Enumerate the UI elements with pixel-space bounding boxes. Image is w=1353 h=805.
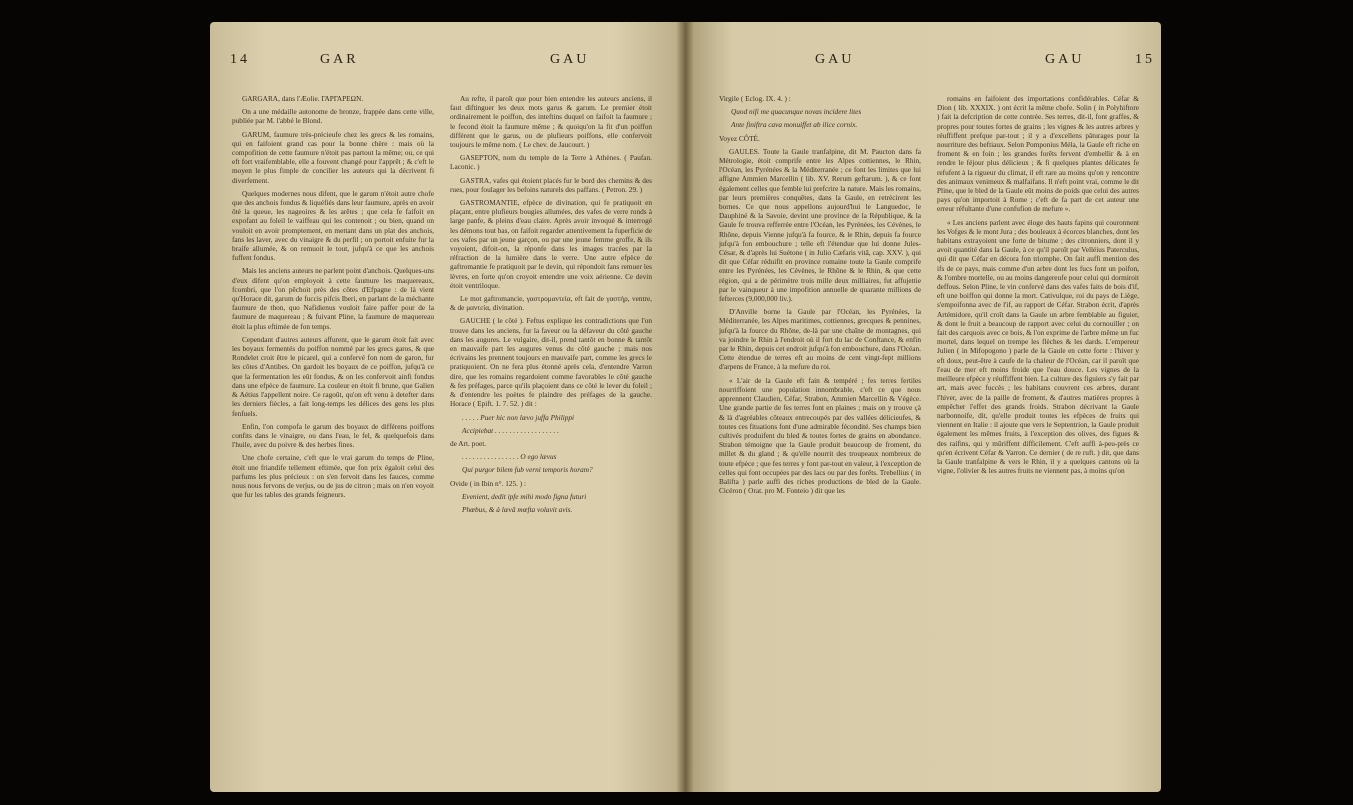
left-page-column-2 (450, 94, 652, 784)
paragraph: Quelques modernes nous difent, que le garum n'étoit autre chofe que des anchois fondus & liquéfiés dans leur faumure, après en avoir ôté la queue, les nageoires & les arêtes ; que cela fe faifoit en expofant au foleil le vaiffeau qui les contenoit ; ou bien, quand on vouloit en avoir promptement, en mettant dans un plat des anchois, fans les laver, avec du vinaigre & du perfil ; on portoit enfuite fur la braife allumée, & on remuoit le tout, jufqu'à ce que les anchois fuffent fondus. (232, 188, 434, 263)
paragraph: . . . . . Puer hic non lævo juffa Philippi (462, 412, 575, 422)
right-page (685, 22, 1161, 792)
paragraph: Le mot gaftromancie, γαστρομαντεία, eft fait de γαστήρ, ventre, & de μαντεία, divination. (450, 294, 652, 313)
right-header-right: GAU (1045, 52, 1085, 67)
book-gutter (676, 22, 694, 792)
paragraph: Accipiebat . . . . . . . . . . . . . . . . . . (462, 425, 559, 435)
paragraph: GASTRA, vafes qui étoient placés fur le bord des chemins & des rues, pour foulager les befoins naturels des paffans. ( Petron. 29. ) (450, 175, 652, 194)
paragraph: GAULES. Toute la Gaule tranfalpine, dit M. Paucton dans fa Métrologie, étoit comprife entre les Alpes cottiennes, le Rhin, l'Océan, les Pyrénées & la Méditerranée ; ce font les limites que lui affigne Ammien Marcellin ( lib. XV. Rerum geftarum. ), & ce font également celles que femble lui prefcrire la nature. Mais les romains, par leurs premières conquêtes, dans la Gaule, en retrécirent les bornes. Ce que nous appellons aujourd'hui le Languedoc, le Dauphiné & la Savoie, devint une province de la République, & la Gaule fe trouva refferrée entre l'Océan, les Pyrénées, les Cévènes, le Rhône, depuis Vienne jufqu'à fa fource, & le Rhin, depuis fa fource jufqu'à fon embouchure ; telle eft l'étendue que lui donne Jules-César, & d'après lui Suétone ( in Julio Cæfaris vitâ, cap. XXV. ), qui dit que Céfar réduifit en province romaine toute la Gaule comprife entre les Pyrénées, les Cévènes, le Rhône & le Rhin, & que cette région, qui a de périmètre trois mille deux milliaires, fut affujettie par le vainqueur à une impofition annuelle de quarante millions de fefterces (9,000,000 liv.). (719, 146, 921, 304)
paragraph: On a une médaille autonome de bronze, frappée dans cette ville, publiée par M. l'abbé le Blond. (232, 107, 434, 126)
paragraph: Une chofe certaine, c'eft que le vrai garum du temps de Pline, étoit une friandife tellement eftimée, que fon prix égaloit celui des parfums les plus précieux : on s'en fervoit dans les fauces, comme nous nous fervons de verjus, ou de jus de citron ; mais on n'en voyoit que fur les tables des grands feigneurs. (232, 453, 434, 500)
right-header-left: GAU (815, 52, 855, 67)
paragraph: Phœbus, & à lævâ mœfta volavit avis. (462, 504, 573, 514)
left-page (210, 22, 685, 792)
paragraph: GARGARA, dans l'Æolie. ΓΑΡΓΑΡΕΩΝ. (242, 94, 364, 103)
paragraph: romains en faifoient des importations confidérables. Céfar & Dion ( lib. XXXIX. ) ont écrit la même chofe. Solin ( in Polyhiftore ) fait la defcription de cette contrée. Ses terres, dit-il, font graffes, & propres pour toutes fortes de grains ; les vignes & les autres arbres y réuffiffent prefque par-tout ; il y a d'excellens pâturages pour la nourriture des beftiaux. Selon Pomponius Méla, la Gaule eft riche en froment & en foin ; les grandes forêts fervent d'embellir & à en rendre le féjour plus délicieux ; & fi quelques plantes délicates fe refufent à la rigueur du climat, il eft rare au moins qu'on y rencontre des animaux venimeux & malfaifans. Il n'eft point vrai, comme le dit Pline, que le bled de la Gaule eût moins de poids que celui des autres pays qu'on importoit à Rome ; c'eft de fa part de cet auteur une erreur réfultante d'une confufion de mefure ». (937, 94, 1139, 214)
paragraph: Virgile ( Eclog. IX. 4. ) : (719, 94, 791, 103)
left-header-left: GAR (320, 52, 359, 67)
paragraph: Evenient, dedit ipfe mihi modo figna futuri (462, 491, 587, 501)
paragraph: Mais les anciens auteurs ne parlent point d'anchois. Quelques-uns d'eux difent qu'on employoit à cette faumure les maquereaux, fcombri, que l'on pêchoit près des côtes d'Efpagne : de là vient qu'Horace dit, garum de fuccis pifcis Iberi, en parlant de la méchante faumure de thon, quo Nafidienus vouloit faire paffer pour de la faumure de maquereau ; & fuivant Pline, la faumure de maquereau étoit la plus eftimée de fon temps. (232, 266, 434, 331)
right-page-column-2 (937, 94, 1139, 784)
paragraph: . . . . . . . . . . . . . . . . O ego lævus (462, 452, 557, 462)
paragraph: « L'air de la Gaule eft fain & tempéré ; fes terres fertiles nourriffoient une population innombrable, c'eft ce que nous apprennent Claudien, Céfar, Strabon, Ammien Marcellin & Végèce. Une grande partie de fes terres font en plaines ; mais on y trouve çà & là d'agréables côteaux entrecoupés par des vallées délicieufes, & toutes ces fituations font d'une admirable fécondité. Ses champs bien cultivés produifent du bled & toutes fortes de grains en abondance. Strabon témoigne que la Gaule produit beaucoup de froment, du millet & du gland ; & qu'elle nourrit des troupeaux nombreux de toute efpèce ; que fes terres y font par-tout en valeur, à l'exception de celles qui font occupées par des lacs ou par des forêts. Trebellius ( in Balifta ) parle auffi des riches productions de bled de la Gaule. Cicéron ( Orat. pro M. Fonteio ) dit que les (719, 375, 921, 496)
paragraph: GASEPTON, nom du temple de la Terre à Athènes. ( Paufan. Laconic. ) (450, 153, 652, 172)
left-page-column-1 (232, 94, 434, 784)
paragraph: Au refte, il paroît que pour bien entendre les auteurs anciens, il faut diftinguer les deux mots garus & garum. Le premier étoit ordinairement le poiffon, des inteftins duquel on faifoit la faumure ; le fecond étoit la faumure même ; & quoiqu'on la fit d'un poiffon différent que le garus, ou de plufieurs poiffons, elle confervoit toujours le même nom. ( Le chev. de Jaucourt. ) (450, 94, 652, 150)
left-page-number: 14 (230, 52, 250, 67)
paragraph: Quod nifi me quacunque novas incidere lites (731, 107, 862, 117)
paragraph: de Art. poet. (450, 438, 487, 448)
right-page-column-1 (719, 94, 921, 784)
paragraph: Cependant d'autres auteurs affurent, que le garum étoit fait avec les boyaux fermentés du poiffon nommé par les grecs garos, & que Rondelet croit être le picarel, qui a confervé fon nom de garon, fur les côtes d'Antibes. On gardoit les boyaux de ce poiffon, jufqu'à ce que la fermentation les eût fondus, & on les confervoit ainfi fondus dans une efpèce de faumure. La couleur en étoit fi brune, que Galien & Aétius l'appellent noire. Ce ragoût, qu'on eft venu à detefter dans les derniers fiècles, a fait long-temps les délices des gens les plus fenfuels. (232, 334, 434, 418)
paragraph: Ovide ( in Ibin n°. 125. ) : (450, 478, 527, 488)
left-header-right: GAU (550, 52, 590, 67)
paragraph: Qui purgor bilem fub verni temporis horam? (462, 465, 593, 475)
paragraph: GARUM, faumure très-précieufe chez les grecs & les romains, qui en faifoient grand cas pour la bonne chère : mais où la compofition de cette faumure n'étoit pas partout la même; ou, ce qui eft fort vraifemblable, elle a fouvent changé pour l'apprêt ; & c'eft le moyen le plus fimple de concilier les auteurs qui la décrivent fi diverfement. (232, 129, 434, 185)
right-page-number: 15 (1135, 52, 1155, 67)
paragraph: GAUCHE ( le côté ). Feftus explique les contradictions que l'on trouve dans les anciens, fur la faveur ou la défaveur du côté gauche dans les augures. Le vulgaire, dit-il, prend tantôt en bonne & tantôt en mauvaife part les augures venus du côté gauche ; mais nos écrivains les prennent toujours en mauvaife part, comme les grecs le pratiquoient. On ne fera plus étonné après cela, d'entendre Varron dire, que les romains regardoient comme favorables le côté gauche & fes préfages, parce qu'ils plaçoient dans ce côté le lever du foleil ; & d'entendre les poètes fe plaindre des préfages de la gauche. Horace ( Epift. 1. 7. 52. ) dit : (450, 316, 652, 409)
paragraph: D'Anville borne la Gaule par l'Océan, les Pyrénées, la Méditerranée, les Alpes maritimes, cottiennes, grecques & pennines, jufqu'à la fource du Rhône, de-là par une chaîne de montagnes, qui va joindre le Rhin à l'endroit où il fort du lac de Conftance, & enfin par le Rhin, depuis cet endroit jufqu'à fon embouchure, dans l'Océan. Cette étendue de terres eft au moins de cent vingt-fept millions d'arpens de France, à la mefure du roi. (719, 307, 921, 372)
paragraph: Voyez CÔTÉ. (719, 133, 760, 143)
paragraph: GASTROMANTIE, efpèce de divination, qui fe pratiquoit en plaçant, entre plufieurs bougies allumées, des vafes de verre ronds à large panfe, & pleins d'eau claire. Après avoir invoqué & interrogé les démons tout bas, on faifoit regarder attentivement la fuperficie de ces vafes par un jeune garçon, ou par une jeune femme groffe, & ils voyoient, difoit-on, la réponfe dans les images tracées par la réfraction de la lumière dans le verre. Une autre efpèce de gaftromantie fe pratiquoit par le devin, qui répondoit fans remuer les lèvres, en forte qu'on croyoit entendre une voix aérienne. Ce devin étoit ventriloque. (450, 198, 652, 290)
paragraph: « Les anciens parlent avec éloge des hauts fapins qui couronnent les Vofges & le mont Jura ; des bouleaux à écorces blanches, dont les habitans extrayoient une forte de bitume ; des citronniers, dont il y avoit quantité dans la Gaule, à ce qu'il paroît par Velléius Paterculus, qui dit que Céfar en décora fon triomphe. On fait auffi mention des ifs de ce pays, mais comme d'un arbre dont les fucs font un poifon, & l'ombre mortelle, ou au moins dangereufe pour celui qui dormiroit deffous. Selon Pline, le vin confervé dans des vafes faits de bois d'if, eft une boiffon qui donne la mort. Cativulque, roi du pays de Liège, s'empoifonna avec de l'if, au rapport de Céfar. Strabon écrit, d'après Artémidore, qu'il croît dans la Gaule un arbre femblable au figuier, & dont le fruit a beaucoup de rapport avec celui du cornouiller ; on fait des carquois avec ce bois, & l'on exprime de l'arbre même un fuc mortel, dans lequel on trempe les flèches & les dards. L'empereur Julien ( in Mifopogono ) parle de la Gaule en cette forte : l'hiver y eft doux, peut-être à caufe de la chaleur de l'Océan, car il paroît que l'eau de mer eft moins froide que l'eau douce. Les vignes de la meilleure efpèce y réuffiffent bien. La culture des figuiers s'y fait par art, mais avec fuccès ; les habitans couvrent ces arbres, durant l'hiver, avec de la paille de froment, & d'autres matières propres à empêcher l'effet des grands froids. Strabon décrivant la Gaule narbonnoife, dit, qu'elle produit toutes les efpèces de fruits qui viennent en Italie : il ajoute que vers le Septentrion, la Gaule produit également les mêmes fruits, à l'exception des olives, des figues & des raifins, qui y mûriffent difficilement. C'eft auffi à-peu-près ce qu'en écrivent Céfar & Varron. Ce dernier ( de re ruft. ) dit, que dans la Gaule tranfalpine & vers le Rhin, il y a quelques cantons où la vigne, l'olivier & les autres fruits ne viennent pas, à moins qu'on (937, 217, 1139, 476)
paragraph: Enfin, l'on compofa le garum des boyaux de différens poiffons confits dans le vinaigre, ou dans l'eau, le fel, & quelquefois dans l'huile, avec du poivre & des herbes fines. (232, 421, 434, 450)
paragraph: Ante finiftra cava monuiffet ab ilice cornix. (731, 120, 858, 130)
